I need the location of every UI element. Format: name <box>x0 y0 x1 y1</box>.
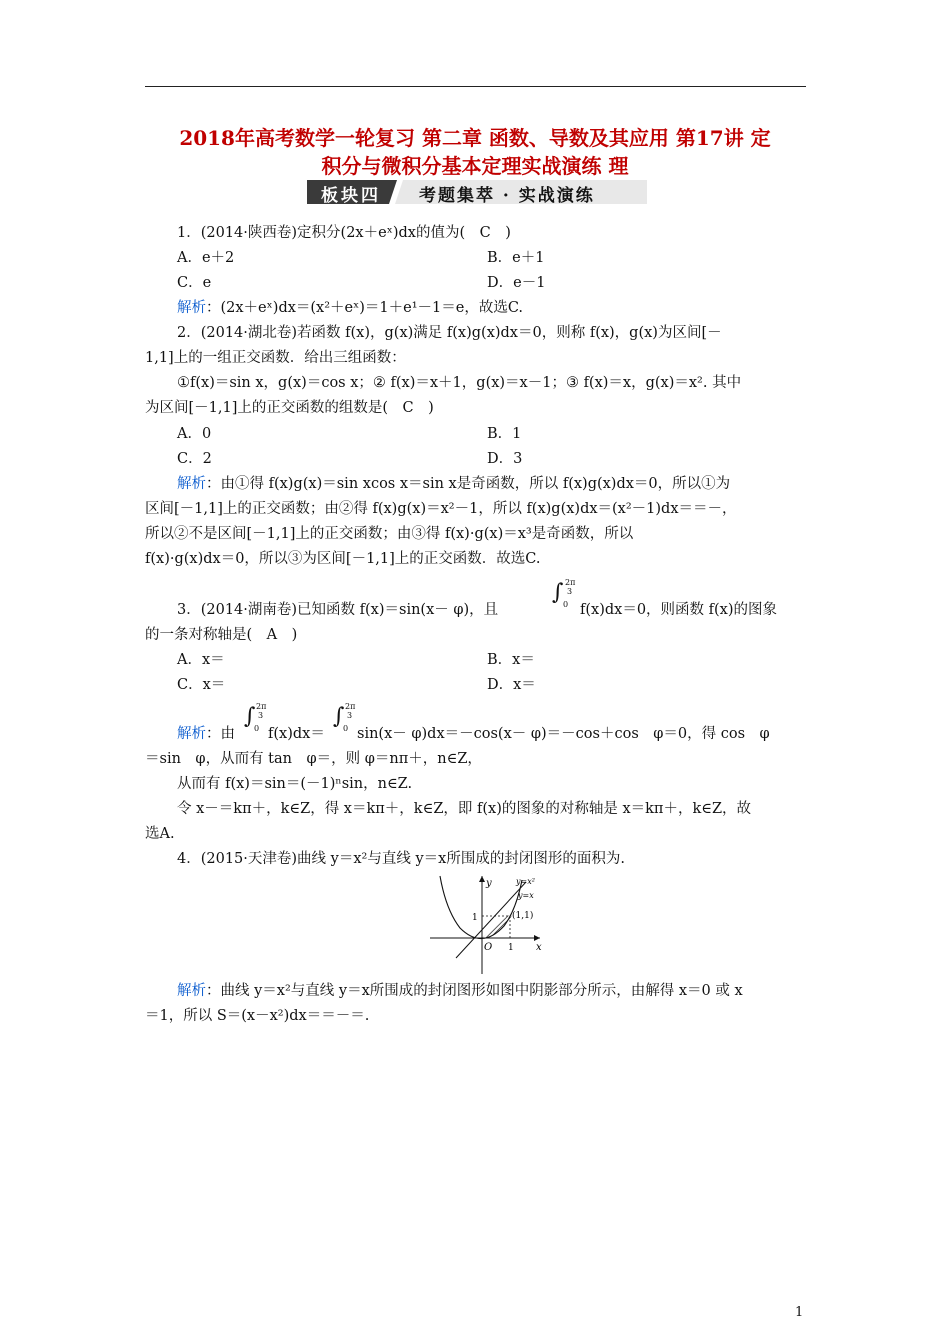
section-banner <box>307 178 647 206</box>
q2-stem-line4: 为区间[－1,1]上的正交函数的组数是( C ) <box>145 400 434 416</box>
q3-sol-upper1-den: 3 <box>258 711 264 720</box>
q3-sol-integral2: ∫ <box>333 704 345 729</box>
q4-y-axis-label: y <box>486 878 492 889</box>
q3-solution-line2: ＝sin φ，从而有 tan φ＝，则 φ＝nπ＋，n∈Z， <box>145 751 482 767</box>
header-rule <box>145 86 806 87</box>
q3-solution-label: 解析 <box>177 726 206 742</box>
q2-stem-line2: 1,1]上的一组正交函数．给出三组函数： <box>145 350 406 366</box>
q3-solution-line1b: f(x)dx＝ <box>268 726 325 742</box>
q3-upper-limit: 2π <box>565 578 576 587</box>
q3-lower-limit: 0 <box>563 600 569 609</box>
q3-stem-line1a: 3．(2014·湖南卷)已知函数 f(x)＝sin(x－ φ)，且 <box>177 602 499 618</box>
page-number: 1 <box>795 1305 804 1320</box>
q2-solution-line1 <box>177 474 730 494</box>
banner-left-label: 板块四 <box>321 186 381 206</box>
q4-solution-text1: ：曲线 y＝x²与直线 y＝x所围成的封闭图形如图中阴影部分所示，由解得 x＝0 或 x <box>206 983 743 999</box>
q2-stem-line1: 2．(2014·湖北卷)若函数 f(x)，g(x)满足 f(x)g(x)dx＝0，则称 f(x)，g(x)为区间[－ <box>177 325 722 341</box>
q3-solution-line1c: sin(x－ φ)dx＝－cos(x－ φ)＝－cos＋cos φ＝0，得 cos φ <box>357 726 770 742</box>
q1-option-a: A．e＋2 <box>177 250 235 266</box>
q3-solution-line5: 选A. <box>145 826 175 842</box>
banner-right-label: 考题集萃 · 实战演练 <box>419 186 595 206</box>
q3-option-c: C．x＝ <box>177 677 226 693</box>
q3-option-b: B．x＝ <box>487 652 535 668</box>
doc-title-line2: 积分与微积分基本定理实战演练 理 <box>321 154 629 178</box>
q3-option-a: A．x＝ <box>177 652 225 668</box>
q3-option-d: D．x＝ <box>487 677 536 693</box>
q4-curve1-label: y=x² <box>516 877 535 886</box>
q1-option-b: B．e＋1 <box>487 250 545 266</box>
q3-solution-line3: 从而有 f(x)＝sin＝(－1)ⁿsin，n∈Z. <box>177 776 413 792</box>
q3-sol-lower2: 0 <box>343 724 349 733</box>
q1-solution-text: ：(2x＋eˣ)dx＝(x²＋eˣ)＝1＋e¹－1＝e，故选C. <box>206 300 524 316</box>
q1-option-c: C．e <box>177 275 212 291</box>
q3-sol-upper1: 2π <box>256 702 267 711</box>
q2-option-a: A．0 <box>177 426 212 442</box>
q3-stem-line2: 的一条对称轴是( A ) <box>145 627 298 643</box>
q2-stem-line3: ①f(x)＝sin x，g(x)＝cos x；② f(x)＝x＋1，g(x)＝x－1；③ f(x)＝x，g(x)＝x². 其中 <box>177 375 742 391</box>
q2-solution-line3: 所以②不是区间[－1,1]上的正交函数；由③得 f(x)·g(x)＝x³是奇函数，所以 <box>145 526 634 542</box>
q4-solution-line1 <box>177 981 743 1001</box>
q3-solution-text1a: ：由 <box>206 726 235 742</box>
q3-solution-line4: 令 x－＝kπ＋，k∈Z，得 x＝kπ＋，k∈Z，即 f(x)的图象的对称轴是 x＝kπ＋，k∈Z，故 <box>177 801 752 817</box>
q2-option-c: C．2 <box>177 451 212 467</box>
q2-solution-label: 解析 <box>177 476 206 492</box>
q3-solution-line1a <box>177 724 235 744</box>
q4-x-axis-label: x <box>536 942 542 953</box>
q1-stem: 1．(2014·陕西卷)定积分(2x＋eˣ)dx的值为( C ) <box>177 225 511 241</box>
q4-origin-label: O <box>484 942 493 953</box>
q1-solution <box>177 298 523 318</box>
doc-title-line1: 2018年高考数学一轮复习 第二章 函数、导数及其应用 第17讲 定 <box>179 126 771 150</box>
q2-solution-text1: ：由①得 f(x)g(x)＝sin xcos x＝sin x是奇函数，所以 f(x)g(x)dx＝0，所以①为 <box>206 476 731 492</box>
q4-stem: 4．(2015·天津卷)曲线 y＝x²与直线 y＝x所围成的封闭图形的面积为. <box>177 851 625 867</box>
q2-option-b: B．1 <box>487 426 522 442</box>
q4-y-one-label: 1 <box>472 913 478 923</box>
q4-solution-line2: ＝1，所以 S＝(x－x²)dx＝＝－＝. <box>145 1008 370 1024</box>
q4-curve2-label: y=x <box>518 891 534 900</box>
q3-sol-integral1: ∫ <box>244 704 256 729</box>
q4-figure <box>426 870 546 978</box>
q2-solution-line2: 区间[－1,1]上的正交函数；由②得 f(x)g(x)＝x²－1，所以 f(x)g(x)dx＝(x²－1)dx＝＝－， <box>145 501 737 517</box>
q4-x-one-label: 1 <box>508 943 514 953</box>
q1-solution-label: 解析 <box>177 300 206 316</box>
q2-option-d: D．3 <box>487 451 523 467</box>
q3-sol-upper2-den: 3 <box>347 711 353 720</box>
q2-solution-line4: f(x)·g(x)dx＝0，所以③为区间[－1,1]上的正交函数．故选C. <box>145 551 541 567</box>
q1-option-d: D．e－1 <box>487 275 546 291</box>
q3-integral-sign: ∫ <box>552 580 564 605</box>
q3-sol-upper2: 2π <box>345 702 356 711</box>
q4-graph <box>426 870 546 978</box>
q4-point-label: (1,1) <box>512 911 534 921</box>
q3-stem-line1b: f(x)dx＝0，则函数 f(x)的图象 <box>580 602 778 618</box>
q4-solution-label: 解析 <box>177 983 206 999</box>
q3-upper-limit-den: 3 <box>567 587 573 596</box>
q3-sol-lower1: 0 <box>254 724 260 733</box>
